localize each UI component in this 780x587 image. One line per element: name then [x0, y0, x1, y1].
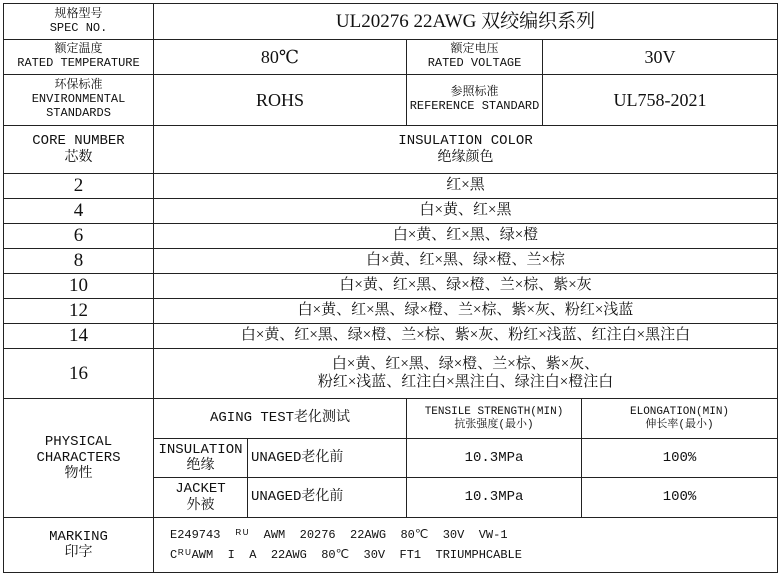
- rated-voltage-label-cn: 额定电压: [450, 42, 499, 57]
- aging-test-header: AGING TEST老化测试: [154, 399, 407, 439]
- tensile-value: 10.3MPa: [407, 439, 582, 478]
- rated-temp-label: [4, 40, 154, 75]
- env-standard-label: [4, 75, 154, 126]
- marking-label-cn: 印字: [64, 545, 93, 561]
- insulation-color-header-en: INSULATION COLOR: [398, 133, 533, 150]
- core-row: [4, 199, 778, 224]
- core-colors-line: 粉红×浅蓝、红注白×黑注白、绿注白×橙注白: [317, 373, 614, 390]
- core-count: 6: [4, 224, 154, 249]
- env-standard-label-cn: 环保标准: [54, 78, 103, 93]
- aging-condition: UNAGED老化前: [248, 439, 407, 478]
- spec-label: [4, 4, 154, 40]
- core-number-header-cn: 芯数: [64, 149, 93, 166]
- spec-row: [4, 4, 778, 40]
- physical-label-en2: CHARACTERS: [36, 449, 121, 466]
- core-count: 12: [4, 299, 154, 324]
- core-header-row: [4, 126, 778, 174]
- marking-label: [4, 518, 154, 573]
- core-row: [4, 299, 778, 324]
- part-label-cn: 外被: [186, 497, 215, 514]
- core-number-header-en: CORE NUMBER: [32, 133, 125, 150]
- part-label: [154, 439, 248, 478]
- core-count: 8: [4, 249, 154, 274]
- physical-label-en1: PHYSICAL: [44, 433, 113, 450]
- part-label: [154, 478, 248, 518]
- env-standard-label-en2: STANDARDS: [46, 105, 111, 120]
- elongation-header: [582, 399, 778, 439]
- physical-characters-label: [4, 399, 154, 518]
- rated-voltage-label: [407, 40, 543, 75]
- elongation-header-cn: 伸长率(最小): [645, 418, 714, 431]
- tensile-header-cn: 抗张强度(最小): [454, 418, 534, 431]
- elongation-value: 100%: [582, 478, 778, 518]
- ref-standard-value: UL758-2021: [543, 75, 778, 126]
- core-count: 10: [4, 274, 154, 299]
- marking-row: [4, 518, 778, 573]
- core-colors: [154, 249, 778, 274]
- marking-label-en: MARKING: [49, 528, 108, 545]
- rated-temp-value: 80℃: [154, 40, 407, 75]
- core-count: 4: [4, 199, 154, 224]
- marking-text: [154, 518, 778, 573]
- marking-line: CᴿᵁAWM I A 22AWG 80℃ 30V FT1 TRIUMPHCABLE: [170, 548, 522, 562]
- core-number-header: [4, 126, 154, 174]
- core-row: [4, 274, 778, 299]
- env-standard-value: ROHS: [154, 75, 407, 126]
- rated-voltage-value: 30V: [543, 40, 778, 75]
- physical-label-cn: 物性: [64, 466, 93, 483]
- core-colors-line: 红×黑: [446, 177, 485, 194]
- core-colors: [154, 299, 778, 324]
- core-colors-line: 白×黄、红×黑、绿×橙: [392, 227, 539, 244]
- core-colors-line: 白×黄、红×黑、绿×橙、兰×棕、紫×灰: [339, 277, 592, 294]
- rated-voltage-label-en: RATED VOLTAGE: [427, 56, 522, 70]
- marking-line: E249743 ᴿᵁ AWM 20276 22AWG 80℃ 30V VW-1: [170, 528, 508, 542]
- part-label-cn: 绝缘: [186, 458, 215, 474]
- elongation-header-en: ELONGATION(MIN): [630, 405, 730, 418]
- spec-value: UL20276 22AWG 双绞编织系列: [154, 4, 778, 40]
- part-label-en: JACKET: [175, 481, 226, 498]
- rated-temp-label-en: RATED TEMPERATURE: [17, 56, 140, 70]
- physical-header-row: [4, 399, 778, 439]
- ref-standard-label-en: REFERENCE STANDARD: [409, 99, 540, 113]
- tensile-value: 10.3MPa: [407, 478, 582, 518]
- tensile-header-en: TENSILE STRENGTH(MIN): [424, 405, 564, 418]
- elongation-value: 100%: [582, 439, 778, 478]
- rated-temp-label-cn: 额定温度: [54, 42, 103, 57]
- spec-label-en: SPEC NO.: [49, 20, 108, 35]
- insulation-color-header-cn: 绝缘颜色: [437, 149, 494, 166]
- core-colors: [154, 274, 778, 299]
- env-standard-label-en1: ENVIRONMENTAL: [31, 92, 126, 107]
- insulation-color-header: [154, 126, 778, 174]
- spec-table: [3, 3, 778, 573]
- spec-label-cn: 规格型号: [54, 6, 103, 21]
- core-count: 16: [4, 349, 154, 399]
- core-colors-line: 白×黄、红×黑、绿×橙、兰×棕: [366, 252, 565, 269]
- part-label-en: INSULATION: [158, 441, 243, 458]
- core-colors-line: 白×黄、红×黑、绿×橙、兰×棕、紫×灰、: [331, 356, 600, 373]
- core-colors: [154, 324, 778, 349]
- standards-row: [4, 75, 778, 126]
- core-row: [4, 349, 778, 399]
- core-count: 14: [4, 324, 154, 349]
- core-colors: [154, 224, 778, 249]
- tensile-strength-header: [407, 399, 582, 439]
- core-row: [4, 324, 778, 349]
- core-row: [4, 249, 778, 274]
- core-row: [4, 224, 778, 249]
- core-colors-line: 白×黄、红×黑: [419, 202, 512, 219]
- core-colors-line: 白×黄、红×黑、绿×橙、兰×棕、紫×灰、粉红×浅蓝: [297, 302, 634, 319]
- core-colors-line: 白×黄、红×黑、绿×橙、兰×棕、紫×灰、粉红×浅蓝、红注白×黑注白: [240, 327, 691, 344]
- core-colors: [154, 349, 778, 399]
- core-count: 2: [4, 174, 154, 199]
- ref-standard-label-cn: 参照标准: [450, 85, 499, 100]
- core-row: [4, 174, 778, 199]
- aging-condition: UNAGED老化前: [248, 478, 407, 518]
- ratings-row: [4, 40, 778, 75]
- spec-sheet: [3, 3, 778, 573]
- core-colors: [154, 199, 778, 224]
- ref-standard-label: [407, 75, 543, 126]
- core-colors: [154, 174, 778, 199]
